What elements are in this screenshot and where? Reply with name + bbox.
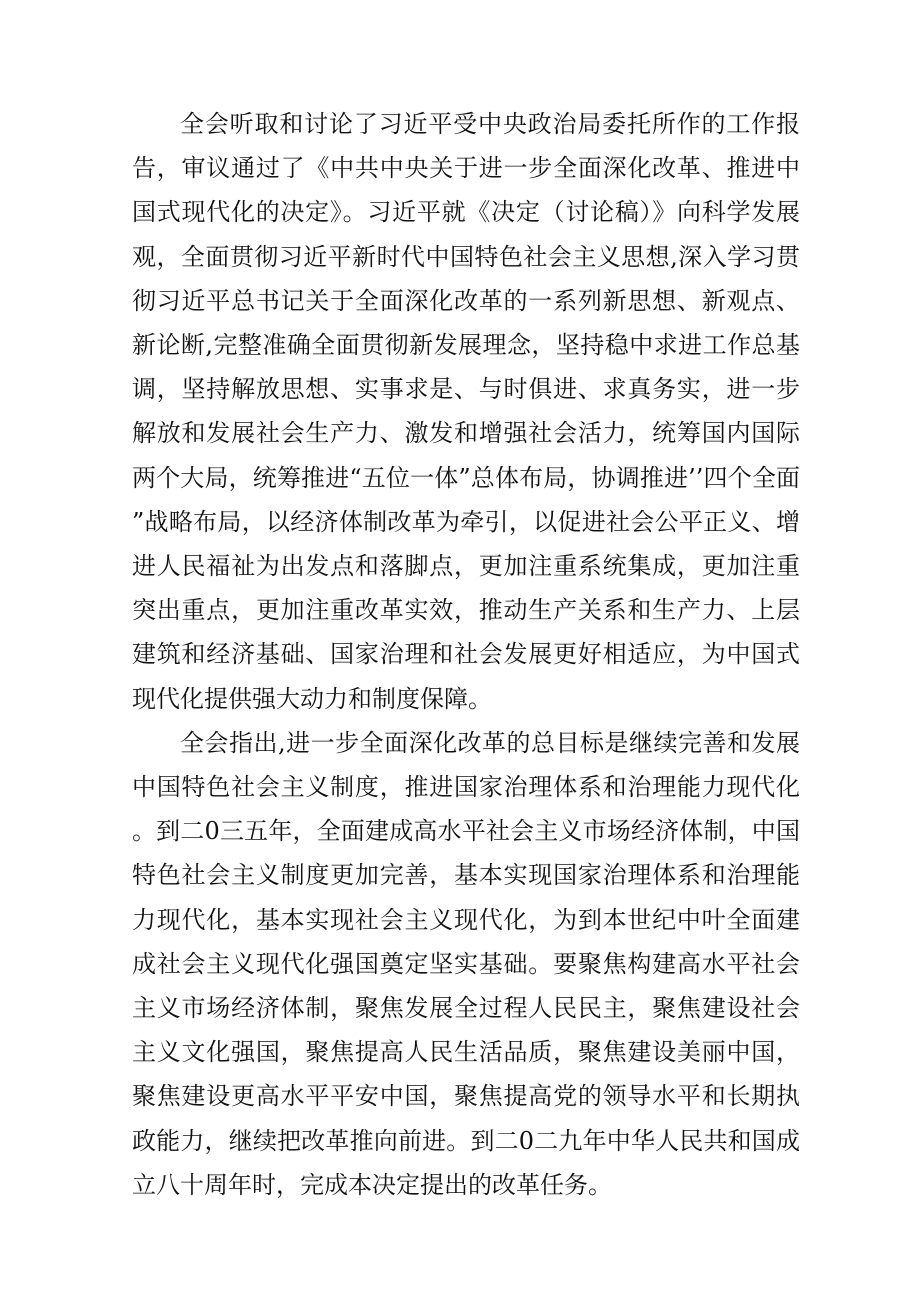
- paragraph-2: 全会指出,进一步全面深化改革的总目标是继续完善和发展中国特色社会主义制度，推进国家治理体系和治理能力现代化。到二0三五年，全面建成高水平社会主义市场经济体制，中国特色社会主义制度更加完善，基本实现国家治理体系和治理能力现代化，基本实现社会主义现代化，为到本世纪中叶全面建成社会主义现代化强国奠定坚实基础。要聚焦构建高水平社会主义市场经济体制，聚焦发展全过程人民民主，聚焦建设社会主义文化强国，聚焦提高人民生活品质，聚焦建设美丽中国，聚焦建设更高水平平安中国，聚焦提高党的领导水平和长期执政能力，继续把改革推向前进。到二0二九年中华人民共和国成立八十周年时，完成本决定提出的改革任务。: [132, 728, 800, 1199]
- paragraph-1: 全会听取和讨论了习近平受中央政治局委托所作的工作报告，审议通过了《中共中央关于进一步全面深化改革、推进中国式现代化的决定》。习近平就《决定（讨论稿）》向科学发展观，全面贯彻习近平新时代中国特色社会主义思想,深入学习贯彻习近平总书记关于全面深化改革的一系列新思想、新观点、新论断,完整准确全面贯彻新发展理念，坚持稳中求进工作总基调，坚持解放思想、实事求是、与时俱进、求真务实，进一步解放和发展社会生产力、激发和增强社会活力，统筹国内国际两个大局，统筹推进“五位一体”总体布局，协调推进’’四个全面”战略布局，以经济体制改革为牵引，以促进社会公平正义、增进人民福祉为出发点和落脚点，更加注重系统集成，更加注重突出重点，更加注重改革实效，推动生产关系和生产力、上层建筑和经济基础、国家治理和社会发展更好相适应，为中国式现代化提供强大动力和制度保障。: [132, 110, 800, 713]
- document-body: [132, 102, 800, 1207]
